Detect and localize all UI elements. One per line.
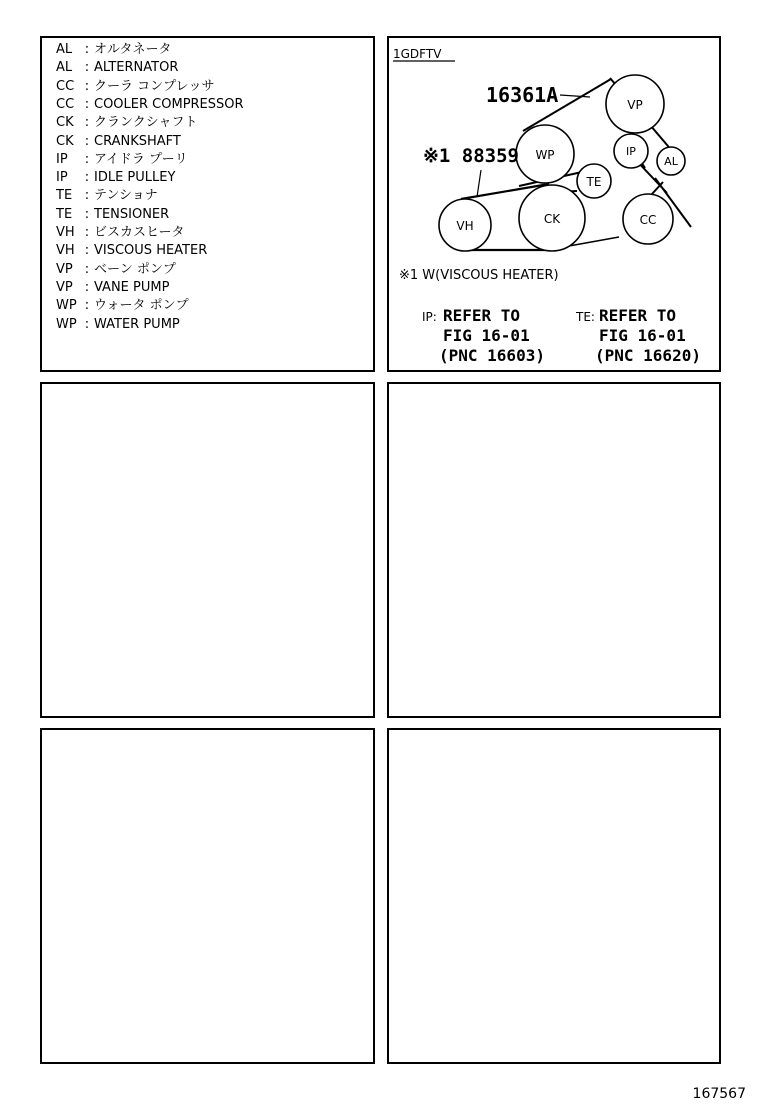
legend-code: VH — [56, 243, 75, 259]
pulley-al-label: AL — [664, 155, 678, 168]
legend-code: AL — [56, 60, 73, 76]
legend-separator: : — [84, 261, 90, 277]
legend-code: TE — [56, 188, 73, 204]
legend-row — [56, 298, 189, 314]
legend-row — [56, 42, 171, 58]
legend-text: ウォータ ポンプ — [94, 298, 189, 314]
pulley-te-label: TE — [586, 175, 602, 189]
legend-text: IDLE PULLEY — [94, 170, 176, 186]
legend-row — [56, 317, 180, 333]
pulley-al — [657, 147, 685, 175]
legend-text: COOLER COMPRESSOR — [94, 96, 244, 112]
legend-row — [56, 188, 158, 204]
pulley-cc — [623, 194, 673, 244]
legend-text: オルタネータ — [94, 42, 172, 57]
pulley-cc-label: CC — [639, 213, 657, 227]
pulley-vp-label: VP — [627, 98, 643, 112]
legend-text: CRANKSHAFT — [94, 133, 181, 149]
legend-separator: : — [84, 206, 90, 222]
legend-row — [56, 60, 178, 76]
legend-separator: : — [84, 170, 90, 186]
legend-separator: : — [84, 78, 90, 94]
ref-ip — [422, 306, 545, 365]
leader-vh-belt — [477, 170, 481, 197]
legend-row — [56, 262, 176, 278]
legend-text: ベーン ポンプ — [94, 261, 176, 277]
legend-text: テンショナ — [94, 188, 158, 204]
pulley-vp — [606, 75, 664, 133]
part-number-vh-belt: ※1 88359 — [423, 145, 519, 167]
ref-te-line1: REFER TO — [599, 306, 677, 325]
pulley-vh-label: VH — [456, 219, 474, 233]
pulley-ck — [519, 185, 585, 251]
legend-text: TENSIONER — [94, 206, 170, 222]
legend-code: IP — [56, 151, 68, 167]
legend-text: ALTERNATOR — [94, 60, 179, 76]
pulley-vh — [439, 199, 491, 251]
pulley-te — [577, 164, 611, 198]
empty-panel-bottom-left — [40, 728, 375, 1064]
legend-code: TE — [56, 206, 73, 222]
legend-row — [56, 79, 214, 95]
legend-code: AL — [56, 42, 73, 57]
pulley-ip — [614, 134, 648, 168]
legend-code: WP — [56, 316, 77, 332]
legend-row — [56, 97, 244, 113]
legend-code: WP — [56, 298, 77, 314]
legend-row — [56, 115, 197, 131]
legend-separator: : — [84, 96, 90, 112]
legend-row — [56, 170, 175, 186]
legend-separator: : — [84, 115, 90, 131]
legend-code: CC — [56, 96, 75, 112]
legend-separator: : — [84, 151, 90, 167]
legend-separator: : — [84, 243, 90, 259]
empty-panel-bottom-right — [387, 728, 721, 1064]
pulley-ck-label: CK — [543, 212, 561, 226]
legend-text: WATER PUMP — [94, 316, 180, 332]
legend-separator: : — [84, 188, 90, 204]
legend-text: クーラ コンプレッサ — [94, 78, 215, 94]
legend-row — [56, 243, 207, 259]
legend-text: VISCOUS HEATER — [94, 243, 208, 259]
pulley-wp — [516, 125, 574, 183]
legend-text: VANE PUMP — [94, 279, 170, 295]
legend-code: VH — [56, 225, 75, 240]
legend-panel — [40, 36, 375, 372]
legend-separator: : — [84, 42, 90, 57]
figure-id: 167567 — [692, 1086, 746, 1102]
legend-row — [56, 134, 181, 150]
legend-separator: : — [84, 316, 90, 332]
pulley-ip-label: IP — [626, 145, 636, 158]
legend-code: CK — [56, 115, 74, 131]
belt-routing-diagram — [389, 38, 719, 370]
legend-text: ビスカスヒータ — [94, 225, 185, 240]
legend-separator: : — [84, 60, 90, 76]
leader-main-belt — [560, 95, 590, 97]
part-number-main-belt: 16361A — [486, 83, 559, 107]
legend-separator: : — [84, 298, 90, 314]
engine-label: 1GDFTV — [393, 47, 442, 61]
footnote: ※1 W(VISCOUS HEATER) — [399, 268, 559, 283]
ref-ip-line3: (PNC 16603) — [439, 346, 545, 365]
legend-code: VP — [56, 261, 73, 277]
ref-ip-prefix: IP: — [422, 310, 437, 324]
legend-row — [56, 152, 188, 168]
empty-panel-middle-right — [387, 382, 721, 718]
legend-row — [56, 280, 169, 296]
ref-te — [575, 306, 701, 365]
pulley-wp-label: WP — [535, 148, 555, 162]
legend-row — [56, 225, 184, 241]
legend-separator: : — [84, 133, 90, 149]
legend-code: CC — [56, 78, 75, 94]
ref-te-line2: FIG 16-01 — [599, 326, 686, 345]
ref-te-prefix: TE: — [576, 310, 595, 324]
ref-ip-line2: FIG 16-01 — [443, 326, 530, 345]
legend-row — [56, 207, 169, 223]
belt-diagram-panel — [387, 36, 721, 372]
legend-text: アイドラ プーリ — [94, 151, 188, 167]
legend-code: IP — [56, 170, 68, 186]
legend-code: CK — [56, 133, 74, 149]
legend-text: クランクシャフト — [94, 115, 198, 131]
legend-separator: : — [84, 225, 90, 240]
empty-panel-middle-left — [40, 382, 375, 718]
ref-ip-line1: REFER TO — [443, 306, 521, 325]
legend-code: VP — [56, 279, 73, 295]
ref-te-line3: (PNC 16620) — [595, 346, 701, 365]
legend-separator: : — [84, 279, 90, 295]
